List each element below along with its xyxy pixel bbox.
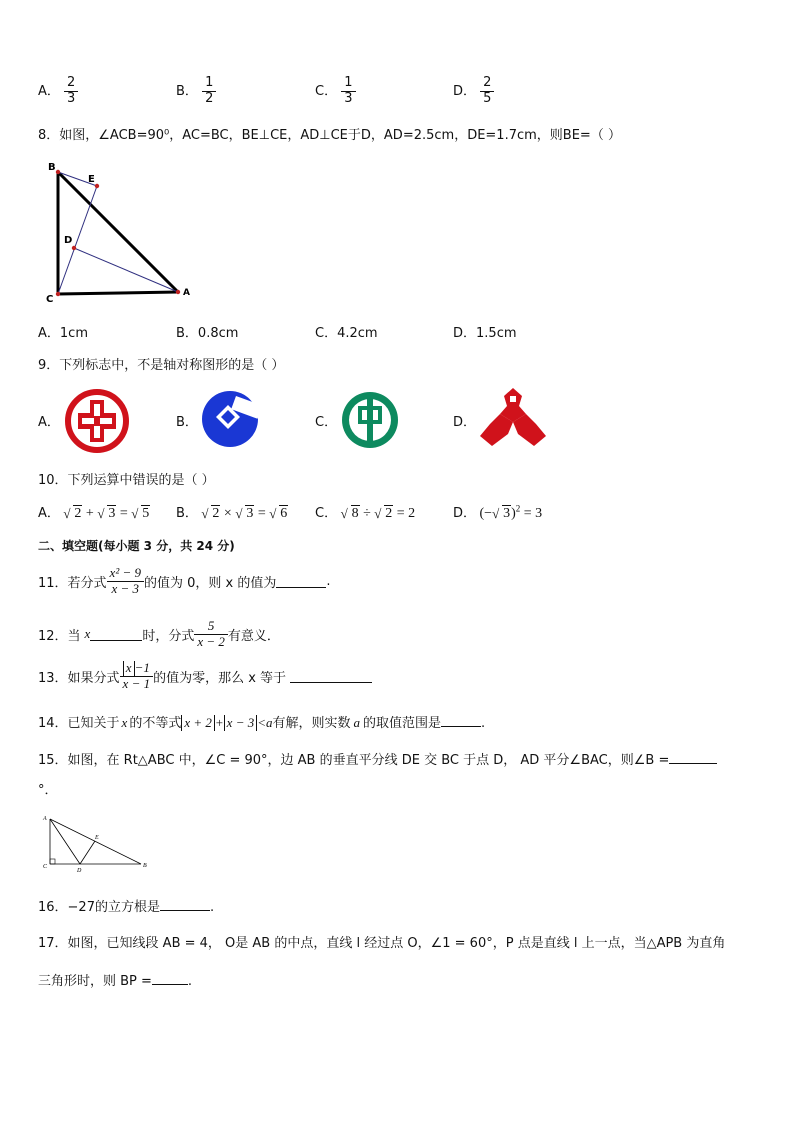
q10-stem: 10．下列运算中错误的是（ ） — [38, 473, 215, 488]
option-label: A． — [38, 506, 60, 521]
answer-blank[interactable] — [669, 750, 717, 764]
q15-text: 15．如图，在 Rt△ABC 中，∠C = 90°，边 AB 的垂直平分线 DE 交 BC 于点 D， AD 平分∠BAC，则∠B = — [38, 753, 670, 768]
q8-option-c — [315, 322, 378, 341]
q17-text: 三角形时，则 BP = — [38, 974, 152, 989]
q9-option-c-label: C． — [315, 415, 338, 430]
numerator: x² − 9 — [109, 565, 141, 580]
right-angle-mark — [50, 859, 55, 864]
label-c: C — [43, 864, 48, 870]
equals: = — [257, 506, 266, 521]
label-b: B — [143, 863, 147, 869]
option-label: C． — [315, 506, 338, 521]
denominator: x − 3 — [107, 581, 144, 597]
q13-post: 的值为零，那么 x 等于 — [153, 670, 287, 686]
q8-stem: 8．如图，∠ACB=90⁰，AC=BC，BE⊥CE，AD⊥CE于D，AD=2.5cm，DE=1.7cm，则BE=（ ） — [38, 128, 621, 143]
paren-open: (− — [479, 506, 493, 521]
label-d: D — [64, 235, 73, 246]
numerator: 1 — [344, 75, 353, 90]
radicand: 8 — [351, 506, 359, 521]
sqrt: √ 5 — [131, 506, 150, 521]
segment-de — [80, 841, 95, 864]
q9-option-d-label: D． — [453, 415, 477, 430]
q11-end: . — [326, 573, 331, 589]
fraction — [480, 76, 494, 107]
label-c: C — [46, 294, 54, 305]
operator: ÷ — [363, 506, 371, 521]
ccb-logo — [200, 388, 262, 450]
option-text: 1cm — [59, 326, 88, 341]
label-b: B — [48, 162, 56, 173]
radicand: 2 — [385, 506, 393, 521]
param-a: a — [353, 715, 361, 730]
plus: + — [214, 715, 224, 730]
point-a — [176, 290, 180, 294]
label-d: D — [77, 868, 82, 874]
result: 2 — [408, 506, 416, 521]
q16-text: 16．−27的立方根是 — [38, 900, 160, 915]
option-label: C． — [315, 83, 338, 99]
numerator-rest: −1 — [134, 660, 150, 675]
result: 3 — [535, 506, 543, 521]
option-label: B． — [176, 83, 198, 99]
sqrt: √ 3 — [235, 506, 254, 521]
answer-blank[interactable] — [276, 574, 326, 588]
denominator: 5 — [480, 91, 494, 107]
param-a: a — [266, 715, 273, 730]
q11-pre: 11．若分式 — [38, 575, 107, 591]
option-label: A． — [38, 326, 60, 341]
section-title: 二、填空题(每小题 3 分，共 24 分) — [38, 539, 235, 553]
denominator: x − 2 — [194, 634, 228, 650]
q14-mid: 的不等式 — [129, 716, 182, 731]
q14-pre: 14．已知关于 — [38, 716, 120, 731]
q10-option-d — [453, 502, 542, 522]
fraction — [341, 76, 355, 107]
q16-end: . — [209, 900, 215, 915]
sqrt: √ 2 — [63, 506, 82, 521]
radicand: 3 — [246, 506, 254, 521]
sqrt: √ 8 — [340, 506, 359, 521]
answer-blank[interactable] — [290, 669, 372, 683]
sqrt: √ 6 — [269, 506, 288, 521]
sqrt: √ 3 — [97, 506, 116, 521]
variable: x — [121, 715, 128, 730]
option-label: B． — [176, 506, 198, 521]
numerator: 1 — [205, 75, 214, 90]
denominator: x − 1 — [120, 676, 154, 692]
q17-end: . — [187, 974, 193, 989]
sqrt: √ 3 — [492, 506, 511, 521]
numerator: 5 — [207, 618, 215, 633]
q15-line2: °． — [38, 783, 58, 798]
numerator: 2 — [483, 75, 492, 90]
q13-pre: 13．如果分式 — [38, 670, 120, 686]
option-text: 1.5cm — [476, 326, 517, 341]
operator: + — [85, 506, 94, 521]
pboc-logo — [478, 386, 548, 450]
label-a: A — [183, 288, 190, 298]
q9-option-a-label: A． — [38, 415, 60, 430]
absolute-value: x — [123, 661, 135, 676]
q12-post: 有意义． — [227, 628, 280, 644]
radicand: 2 — [212, 506, 220, 521]
denominator: 2 — [202, 91, 216, 107]
q7-option-d — [453, 76, 494, 107]
q8-option-b — [176, 322, 238, 341]
answer-blank[interactable] — [152, 971, 188, 985]
exponent: 2 — [515, 503, 521, 514]
q10-option-c — [315, 502, 415, 522]
label-e: E — [95, 835, 99, 841]
option-label: C． — [315, 326, 338, 341]
fraction — [194, 619, 228, 650]
sqrt: √ 2 — [201, 506, 220, 521]
option-label: A． — [38, 83, 60, 99]
option-label: D． — [453, 83, 477, 99]
numerator: 2 — [67, 75, 76, 90]
equals: = — [523, 506, 532, 521]
q12-pre: 12．当 — [38, 628, 81, 644]
abs-expr-2: x − 3 — [224, 715, 258, 731]
q17-line2 — [38, 970, 192, 989]
radicand: 2 — [74, 506, 82, 521]
equals: = — [119, 506, 128, 521]
abs-expr-1: x + 2 — [181, 715, 215, 731]
q17-line1: 17．如图，已知线段 AB = 4， O是 AB 的中点，直线 l 经过点 O，∠1 = 60°，P 点是直线 l 上一点，当△APB 为直角 — [38, 936, 726, 951]
inequality — [181, 715, 272, 730]
option-label: D． — [453, 506, 477, 521]
abc-logo — [338, 388, 402, 452]
denominator: 3 — [341, 91, 355, 107]
option-label: B． — [176, 326, 198, 341]
radicand: 6 — [280, 506, 288, 521]
equals: = — [396, 506, 405, 521]
edge-ab — [50, 819, 141, 864]
radicand: 5 — [142, 506, 150, 521]
answer-blank[interactable] — [160, 897, 210, 911]
option-text: 0.8cm — [197, 326, 239, 341]
variable: x — [84, 626, 91, 642]
denominator: 3 — [64, 91, 78, 107]
sqrt: √ 2 — [374, 506, 393, 521]
q8-option-d — [453, 322, 517, 341]
answer-blank[interactable] — [441, 713, 481, 727]
q14-post: 的取值范围是 — [363, 716, 442, 731]
less-than: < — [257, 715, 266, 730]
label-a: A — [43, 816, 47, 822]
radicand: 3 — [108, 506, 116, 521]
option-label: D． — [453, 326, 477, 341]
option-text: 4.2cm — [337, 326, 378, 341]
q14-end: . — [481, 716, 486, 731]
q7-option-c — [315, 76, 356, 107]
q14-mid2: 有解，则实数 — [272, 716, 351, 731]
q12-mid: 时，分式 — [142, 628, 195, 644]
radicand: 3 — [503, 506, 511, 521]
q16 — [38, 896, 214, 915]
q11-post: 的值为 0，则 x 的值为 — [144, 575, 277, 591]
q10-option-b — [176, 502, 288, 522]
q9-option-b-label: B． — [176, 415, 198, 430]
operator: × — [223, 506, 232, 521]
paren-close: ) — [511, 506, 516, 521]
label-e: E — [88, 174, 95, 185]
q9-stem: 9．下列标志中，不是轴对称图形的是（ ） — [38, 358, 285, 373]
segment-ad — [50, 819, 80, 864]
q15-figure — [0, 0, 160, 880]
